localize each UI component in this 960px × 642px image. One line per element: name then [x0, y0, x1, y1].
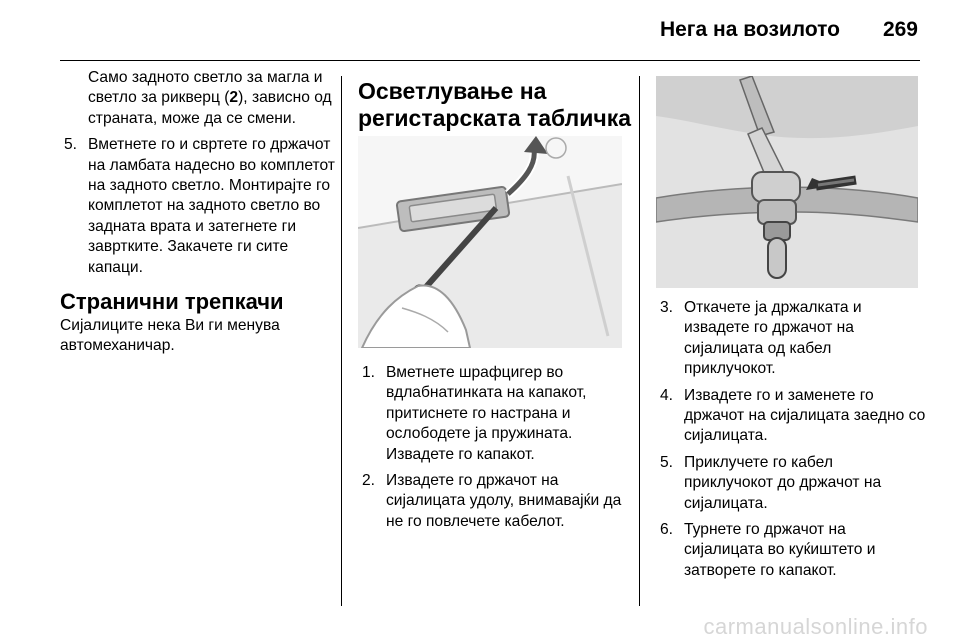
step-text: Извадете го и заменете го држачот на сијалицата заедно со сијалицата. [684, 386, 926, 445]
step-text: Вметнете шрафцигер во вдлабнатинката на капакот, притиснете го настрана и ослободете ја пружината. Извадете го капакот. [386, 364, 587, 463]
section-body: Сијалиците нека Ви ги менува автомеханичар. [60, 317, 280, 355]
step-2 [358, 471, 633, 532]
step-number: 5. [64, 136, 78, 154]
step-1 [358, 363, 633, 465]
column-divider-right [639, 76, 640, 606]
step-text: Приклучете го кабел приклучокот до држачот на сијалицата. [684, 453, 882, 512]
section-heading-license-plate-light: Осветлување на регистарската табличка [358, 78, 632, 131]
watermark: carmanualsonline.info [703, 614, 928, 639]
header-rule [60, 60, 920, 61]
figure-bulb-holder [656, 76, 918, 288]
section-heading-side-indicators: Странични трепкачи [60, 289, 284, 315]
column-divider-left [341, 76, 342, 606]
step-number: 3. [660, 299, 674, 316]
page-number: 269 [882, 18, 918, 41]
column-2-steps [358, 363, 633, 532]
step-number: 2. [362, 472, 376, 490]
step-text: Вметнете го и свртете го држачот на ламбата надесно во комплетот на задното светло. Монтирајте го комплетот на задното светло во задната врата и затегнете ги завртките. Закачете ги сите капаци. [88, 136, 335, 276]
step-5b [656, 453, 926, 514]
step-3 [656, 298, 926, 380]
continuation-text: Само задното светло за магла и светло за рикверц (2), зависно од страната, може да се смени. [88, 69, 332, 127]
step-text: Извадете го држачот на сијалицата удолу, внимавајќи да не го повлечете кабелот. [386, 472, 622, 530]
step-4 [656, 386, 926, 447]
step-6 [656, 520, 926, 581]
figure-screwdriver [358, 136, 622, 348]
column-1 [60, 68, 336, 357]
column-2 [358, 78, 633, 132]
step-number: 1. [362, 364, 376, 381]
step-number: 6. [660, 521, 674, 539]
step-text: Откачете ја држалката и извадете го држачот на сијалицата од кабел приклучокот. [684, 299, 862, 378]
step-text: Турнете го држачот на сијалицата во куќиштето и затворете го капакот. [684, 521, 876, 579]
step-number: 5. [660, 453, 674, 471]
step-5 [60, 135, 336, 278]
step-number: 4. [660, 386, 674, 404]
column-3-steps [656, 298, 926, 581]
header-title: Нега на возилото [659, 18, 840, 41]
